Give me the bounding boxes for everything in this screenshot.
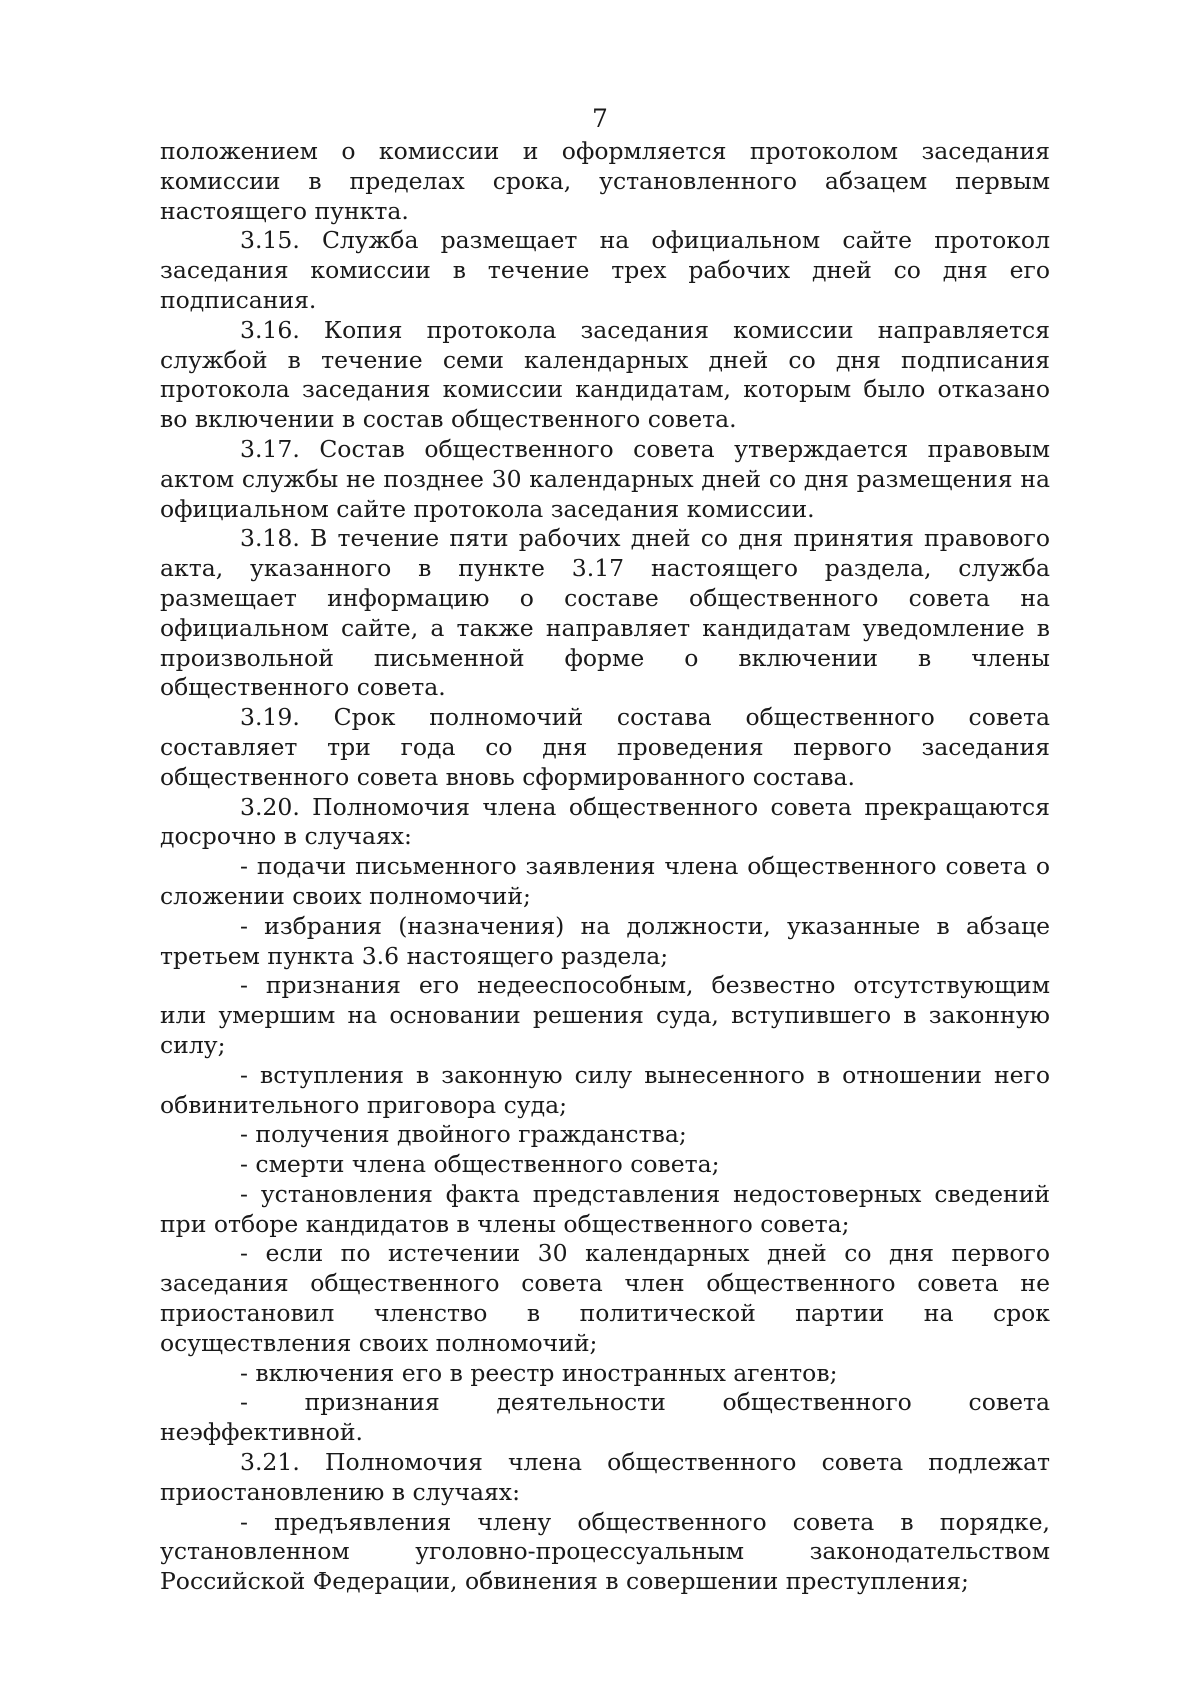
list-item: - если по истечении 30 календарных дней со дня первого заседания общественного совета член общественного совета не приостановил членство в политической партии на срок осуществления своих полномочий; (160, 1239, 1050, 1357)
paragraph-3-15: 3.15. Служба размещает на официальном сайте протокол заседания комиссии в течение трех рабочих дней со дня его подписания. (160, 226, 1050, 314)
page-number: 7 (592, 104, 608, 133)
paragraph-3-18: 3.18. В течение пяти рабочих дней со дня принятия правового акта, указанного в пункте 3.17 настоящего раздела, служба размещает информацию о составе общественного совета на официальном сайте, а также направляет кандидатам уведомление в произвольной письменной форме о включении в члены общественного совета. (160, 524, 1050, 702)
document-body (160, 137, 1050, 1597)
list-item: - признания деятельности общественного совета неэффективной. (160, 1388, 1050, 1447)
paragraph-3-16: 3.16. Копия протокола заседания комиссии направляется службой в течение семи календарных дней со дня подписания протокола заседания комиссии кандидатам, которым было отказано во включении в состав общественного совета. (160, 315, 1050, 434)
list-item: - избрания (назначения) на должности, указанные в абзаце третьем пункта 3.6 настоящего раздела; (160, 911, 1050, 970)
list-item: - предъявления члену общественного совета в порядке, установленном уголовно-процессуальным законодательством Российской Федерации, обвинения в совершении преступления; (160, 1507, 1050, 1596)
list-item: - установления факта представления недостоверных сведений при отборе кандидатов в члены общественного совета; (160, 1179, 1050, 1238)
list-item: - признания его недееспособным, безвестно отсутствующим или умершим на основании решения суда, вступившего в законную силу; (160, 971, 1050, 1059)
list-item: - подачи письменного заявления члена общественного совета о сложении своих полномочий; (160, 852, 1050, 910)
paragraph-3-17: 3.17. Состав общественного совета утверждается правовым актом службы не позднее 30 календарных дней со дня размещения на официальном сайте протокола заседания комиссии. (160, 434, 1050, 523)
list-item: - включения его в реестр иностранных агентов; (240, 1358, 838, 1387)
list-item: - вступления в законную силу вынесенного в отношении него обвинительного приговора суда; (160, 1060, 1050, 1119)
paragraph-3-21: 3.21. Полномочия члена общественного совета подлежат приостановлению в случаях: (160, 1448, 1050, 1506)
paragraph-3-19: 3.19. Срок полномочий состава общественного совета составляет три года со дня проведения первого заседания общественного совета вновь сформированного состава. (160, 703, 1050, 791)
list-item: - смерти члена общественного совета; (240, 1150, 720, 1179)
paragraph-3-20: 3.20. Полномочия члена общественного совета прекращаются досрочно в случаях: (160, 792, 1050, 851)
paragraph-continuation: положением о комиссии и оформляется протоколом заседания комиссии в пределах срока, установленного абзацем первым настоящего пункта. (160, 137, 1050, 225)
list-item: - получения двойного гражданства; (240, 1120, 687, 1149)
